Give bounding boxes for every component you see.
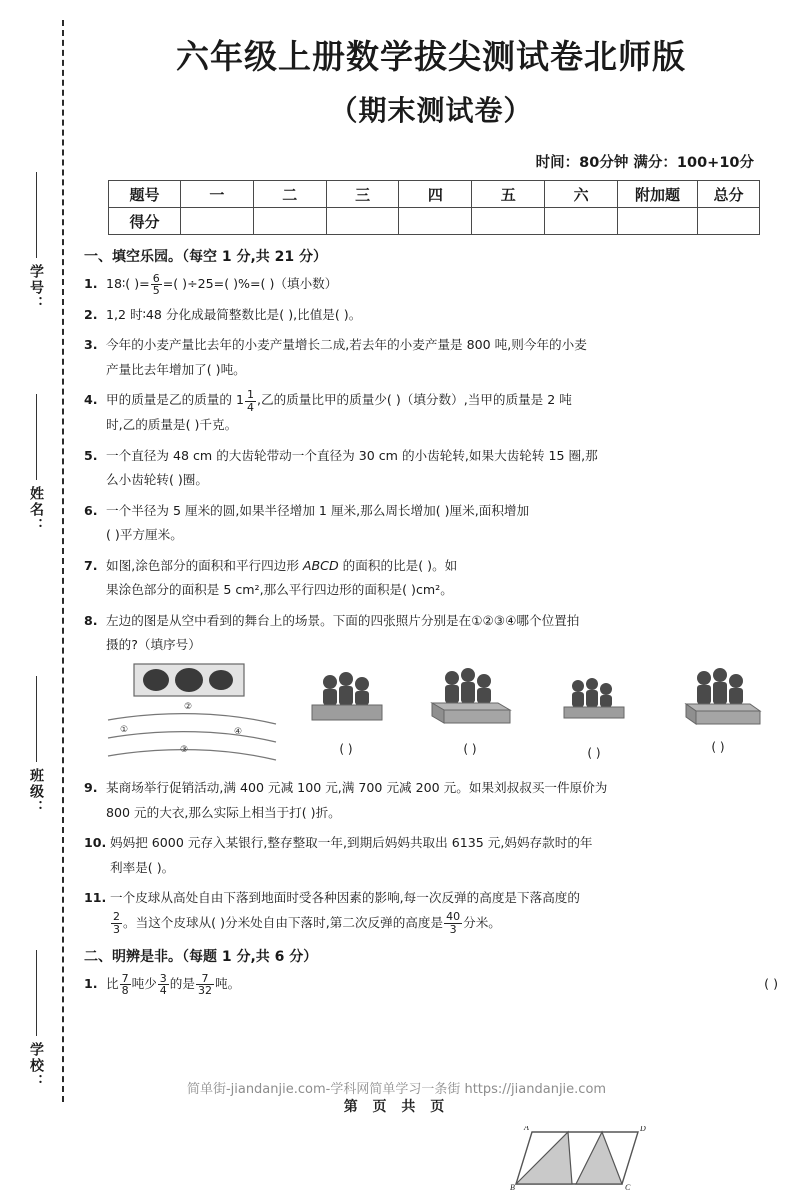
photo-answer-blank[interactable]: ( ) [711, 740, 725, 754]
margin-field-class [14, 676, 58, 821]
score-table-row-label: 得分 [109, 208, 181, 235]
photo-stage-svg [542, 668, 646, 740]
figure-photo-options [292, 662, 778, 766]
question-text: 时,乙的质量是( )千克。 [106, 417, 238, 433]
question-10 [84, 831, 778, 880]
score-table [108, 180, 760, 235]
content-column [84, 0, 778, 1192]
score-cell[interactable] [698, 208, 760, 235]
question-number: 1. [84, 276, 98, 292]
question-number: 8. [84, 612, 98, 628]
svg-text:②: ② [184, 702, 193, 712]
score-table-header-cell: 题号 [109, 181, 181, 208]
section-heading: 二、明辨是非。（每题 1 分,共 6 分） [84, 949, 318, 966]
question-2 [84, 303, 778, 328]
question-1 [84, 272, 778, 297]
parallelogram-svg [510, 1126, 650, 1192]
question-9 [84, 776, 778, 825]
question-number: 7. [84, 557, 98, 573]
svg-text:④: ④ [234, 727, 243, 737]
svg-text:③: ③ [180, 745, 189, 755]
write-rule [36, 676, 37, 762]
margin-field-label: 学校： [28, 1042, 44, 1090]
photo-option-4 [664, 662, 772, 754]
question-text: 一个半径为 5 厘米的圆,如果半径增加 1 厘米,那么周长增加( )厘米,面积增加 [106, 502, 530, 518]
question-number: 2. [84, 306, 98, 322]
question-text: 18∶( )= $\frac{6}{5}$ =( )÷25=( )%=( )（填小数） [106, 271, 338, 298]
question-number: 3. [84, 337, 98, 353]
question-text: 果涂色部分的面积是 5 cm²,那么平行四边形的面积是( )cm²。 [106, 582, 453, 598]
figure-stage-overhead-map [106, 662, 306, 766]
question-text: 今年的小麦产量比去年的小麦产量增长二成,若去年的小麦产量是 800 吨,则今年的小麦 [106, 337, 587, 353]
question-6 [84, 499, 778, 548]
photo-option-1 [292, 664, 400, 756]
question-number: 11. [84, 890, 107, 906]
question-number: 6. [84, 502, 98, 518]
photo-answer-blank[interactable]: ( ) [587, 746, 601, 760]
fraction: $\frac{40}{3}$ [446, 910, 461, 936]
score-cell[interactable] [326, 208, 399, 235]
question-text: 么小齿轮转( )圈。 [106, 472, 208, 488]
question-text: 产量比去年增加了( )吨。 [106, 361, 246, 377]
question-3 [84, 333, 778, 382]
footer-page-number: 第 页 共 页 [343, 1099, 450, 1115]
question-number: 4. [84, 392, 98, 408]
tear-dashed-line [62, 20, 64, 1102]
page-subtitle: （期末测试卷） [329, 94, 533, 128]
question-text: 甲的质量是乙的质量的 1 $\frac{1}{4}$ ,乙的质量比甲的质量少( )（填分数）,当甲的质量是 2 吨 [106, 387, 572, 414]
margin-field-label: 学号： [28, 264, 44, 312]
score-cell[interactable] [399, 208, 472, 235]
margin-field-name [14, 394, 58, 539]
fraction: $\frac{7}{8}$ [121, 971, 129, 998]
svg-text:C: C [625, 1182, 631, 1192]
score-table-header-cell: 一 [181, 181, 254, 208]
score-table-header-cell: 六 [545, 181, 618, 208]
fraction: $\frac{3}{4}$ [159, 971, 167, 998]
question-text: 如图,涂色部分的面积和平行四边形 ABCD 的面积的比是( )。如 [106, 557, 458, 573]
photo-answer-blank[interactable]: ( ) [339, 742, 353, 756]
photo-stage-svg [666, 662, 770, 734]
score-table-value-row [109, 208, 760, 235]
figure-parallelogram-abcd [510, 1126, 650, 1192]
section-heading: 一、填空乐园。（每空 1 分,共 21 分） [84, 249, 328, 266]
margin-field-label: 班级： [28, 768, 44, 816]
question-11 [84, 886, 778, 935]
question-text: 一个皮球从高处自由下落到地面时受各种因素的影响,每一次反弹的高度是下落高度的 [110, 890, 580, 906]
score-table-header-cell: 五 [472, 181, 545, 208]
score-cell[interactable] [618, 208, 698, 235]
svg-text:B: B [510, 1182, 515, 1192]
margin-field-student-number [14, 172, 58, 317]
photo-stage-svg [418, 664, 522, 736]
margin-field-label: 姓名： [28, 486, 44, 534]
score-cell[interactable] [472, 208, 545, 235]
question-text: 利率是( )。 [110, 859, 175, 875]
score-table-header-cell: 四 [399, 181, 472, 208]
fraction: $\frac{2}{3}$ [113, 910, 120, 936]
question-tf-1 [84, 972, 778, 997]
question-5 [84, 444, 778, 493]
question-text: ( )平方厘米。 [106, 527, 183, 543]
question-text: 左边的图是从空中看到的舞台上的场景。下面的四张照片分别是在①②③④哪个位置拍 [106, 612, 580, 628]
fraction: $\frac{1}{4}$ [246, 387, 254, 414]
page-title: 六年级上册数学拔尖测试卷北师版 [176, 37, 686, 76]
question-text: 1,2 时∶48 分化成最简整数比是( ),比值是( )。 [106, 306, 362, 322]
footer-watermark: 简单街-jiandanjie.com-学科网简单学习一条街 https://jiandanjie.com [186, 1082, 607, 1097]
photo-option-3 [540, 668, 648, 760]
question-number: 5. [84, 447, 98, 463]
write-rule [36, 950, 37, 1036]
score-table-header-cell: 三 [326, 181, 399, 208]
question-4 [84, 388, 778, 437]
stage-map-svg [106, 662, 306, 766]
question-text: $\frac{2}{3}$ 。当这个皮球从( )分米处自由下落时,第二次反弹的高度是 $\frac{40}{3}$ 分米。 [113, 910, 501, 936]
exam-meta: 时间：80分钟 满分：100+10分 [535, 155, 754, 172]
svg-text:D: D [640, 1125, 646, 1133]
question-8 [84, 609, 778, 658]
fraction: $\frac{6}{5}$ [152, 271, 160, 298]
photo-option-2 [416, 664, 524, 756]
question-text: 某商场举行促销活动,满 400 元减 100 元,满 700 元减 200 元。如果刘叔叔买一件原价为 [106, 780, 608, 795]
question-number: 10. [84, 835, 107, 851]
score-table-header-cell: 附加题 [618, 181, 698, 208]
margin-column [0, 0, 72, 1122]
answer-blank[interactable]: ( ) [764, 976, 778, 992]
photo-answer-blank[interactable]: ( ) [463, 742, 477, 756]
question-number: 1. [84, 976, 98, 992]
score-table-header-row [109, 181, 760, 208]
write-rule [36, 394, 37, 480]
score-table-header-cell: 二 [253, 181, 326, 208]
margin-field-school [14, 950, 58, 1095]
photo-stage-svg [294, 664, 398, 736]
fraction: $\frac{7}{32}$ [197, 971, 212, 998]
score-cell[interactable] [253, 208, 326, 235]
svg-text:①: ① [120, 725, 129, 735]
question-text: 比 $\frac{7}{8}$ 吨少 $\frac{3}{4}$ 的是 $\frac{7}{32}$ 吨。 [106, 971, 241, 998]
question-number: 9. [84, 780, 98, 795]
section-true-or-false [84, 946, 778, 997]
question-text: 摄的?（填序号） [106, 637, 201, 653]
write-rule [36, 172, 37, 258]
question-text: 一个直径为 48 cm 的大齿轮带动一个直径为 30 cm 的小齿轮转,如果大齿轮转 15 圈,那 [106, 447, 598, 463]
score-cell[interactable] [545, 208, 618, 235]
score-table-header-cell: 总分 [698, 181, 760, 208]
question-text: 妈妈把 6000 元存入某银行,整存整取一年,到期后妈妈共取出 6135 元,妈妈存款时的年 [110, 835, 593, 851]
score-cell[interactable] [181, 208, 254, 235]
question-text: 800 元的大衣,那么实际上相当于打( )折。 [106, 804, 341, 820]
svg-text:A: A [524, 1125, 529, 1132]
figure-row-question-8 [84, 662, 778, 770]
